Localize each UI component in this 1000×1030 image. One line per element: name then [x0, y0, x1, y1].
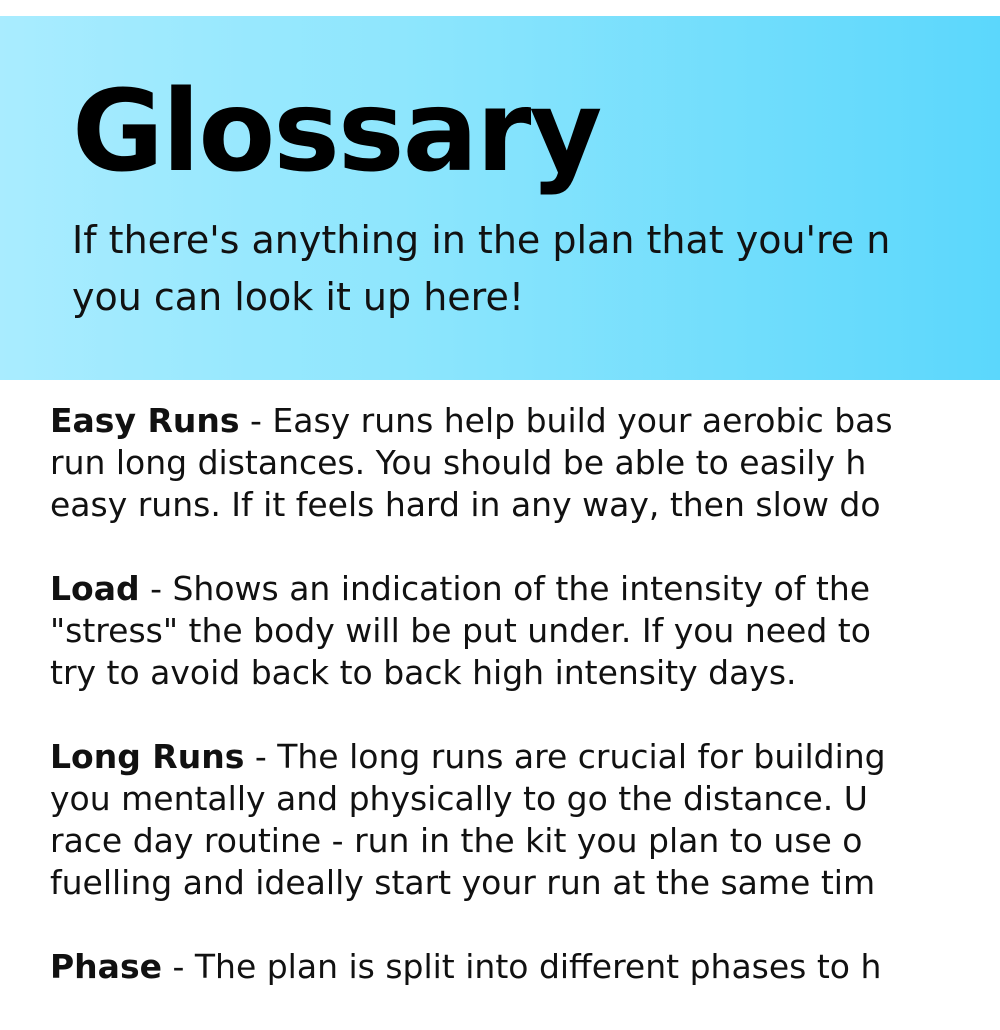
- glossary-entry-phase: [50, 946, 1000, 988]
- page-title: Glossary: [72, 67, 601, 197]
- definition: - The plan is split into different phases to h: [161, 947, 882, 986]
- definition: - The long runs are crucial for building: [244, 737, 886, 776]
- definition-line: try to avoid back to back high intensity days.: [50, 653, 797, 692]
- header-banner: [0, 16, 1000, 380]
- term: Load: [50, 569, 140, 608]
- glossary-list: [50, 400, 1000, 1030]
- glossary-entry-easy-runs: [50, 400, 1000, 526]
- glossary-entry-load: [50, 568, 1000, 694]
- definition-line: run long distances. You should be able to easily h: [50, 443, 867, 482]
- definition-line: you mentally and physically to go the distance. U: [50, 779, 868, 818]
- page-subtitle: [72, 212, 890, 326]
- definition-line: fuelling and ideally start your run at the same tim: [50, 863, 876, 902]
- term: Easy Runs: [50, 401, 240, 440]
- glossary-entry-long-runs: [50, 736, 1000, 904]
- term: Long Runs: [50, 737, 245, 776]
- definition-line: race day routine - run in the kit you plan to use o: [50, 821, 863, 860]
- definition-line: easy runs. If it feels hard in any way, then slow do: [50, 485, 881, 524]
- definition: - Shows an indication of the intensity of the: [139, 569, 871, 608]
- term: Phase: [50, 947, 162, 986]
- subtitle-line: you can look it up here!: [72, 275, 525, 319]
- definition: - Easy runs help build your aerobic bas: [239, 401, 893, 440]
- definition-line: "stress" the body will be put under. If you need to: [50, 611, 871, 650]
- subtitle-line: If there's anything in the plan that you're n: [72, 218, 891, 262]
